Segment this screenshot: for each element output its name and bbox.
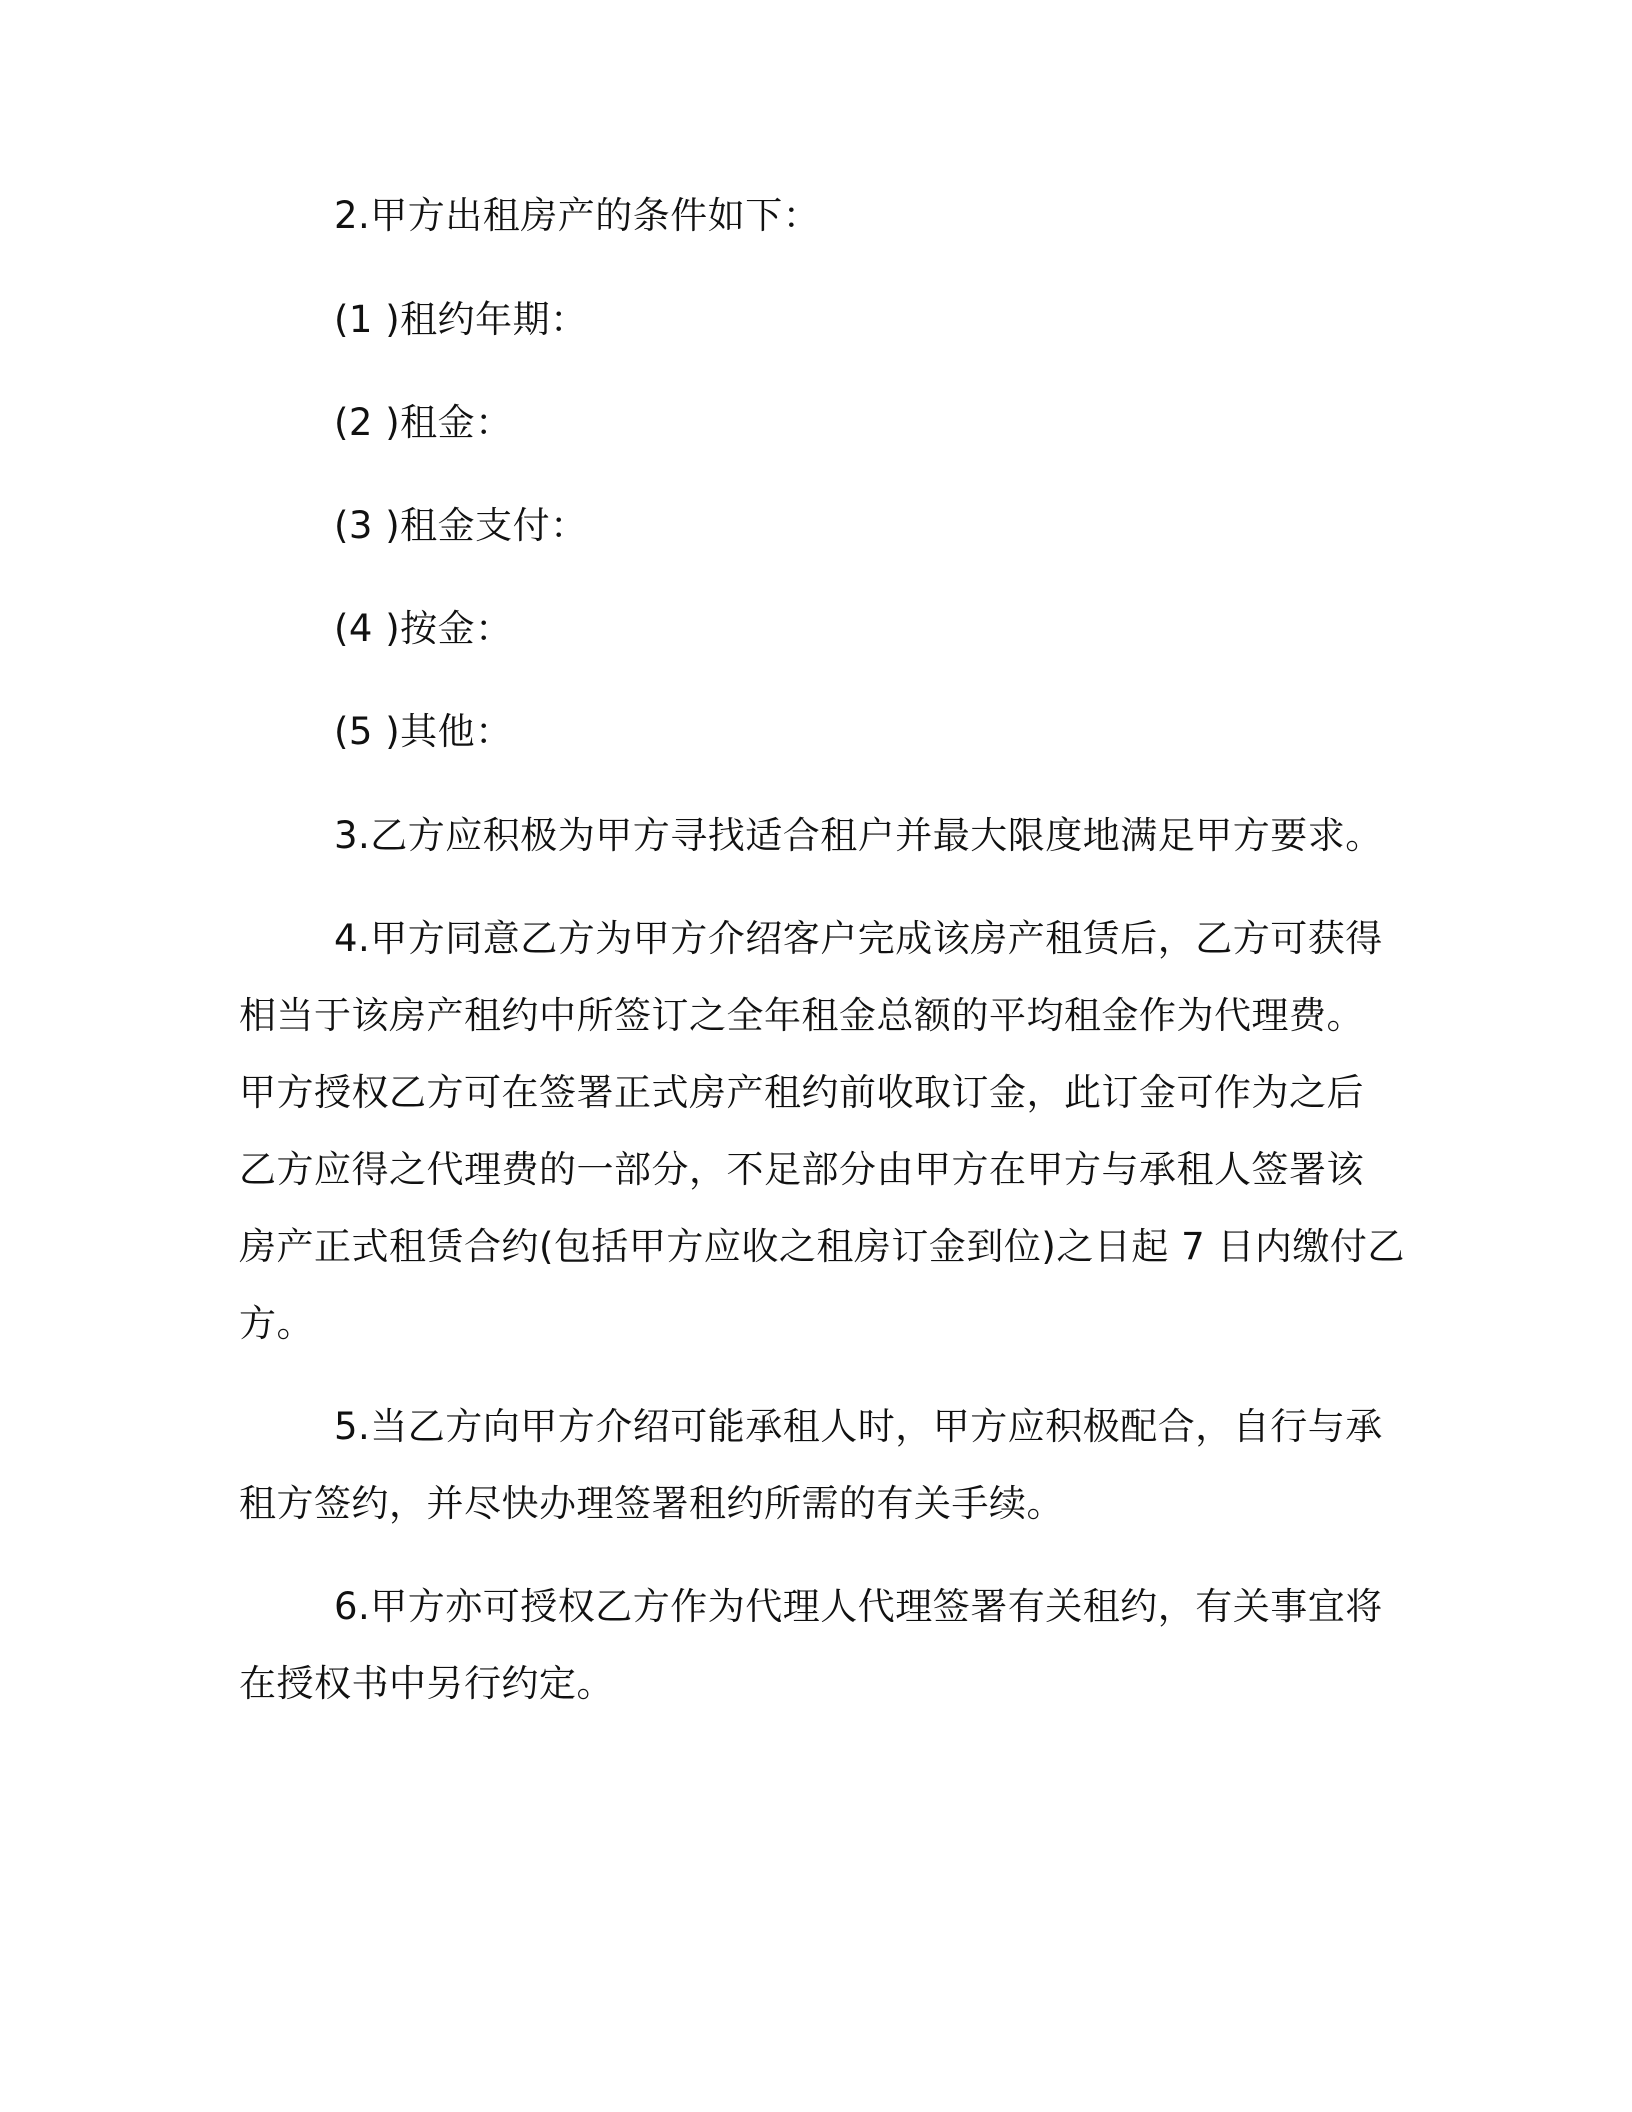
clause-6-line: 6.甲方亦可授权乙方作为代理人代理签署有关租约，有关事宜将 [334, 1585, 1383, 1628]
clause-4-line: 房产正式租赁合约(包括甲方应收之租房订金到位)之日起 7 日内缴付乙 [239, 1225, 1405, 1268]
term-rent-payment: (3 )租金支付： [334, 504, 588, 547]
clause-5-line: 租方签约，并尽快办理签署租约所需的有关手续。 [239, 1482, 1064, 1525]
clause-6-line: 在授权书中另行约定。 [239, 1662, 614, 1705]
clause-4-line: 甲方授权乙方可在签署正式房产租约前收取订金，此订金可作为之后 [239, 1071, 1364, 1114]
clause-5-line: 5.当乙方向甲方介绍可能承租人时，甲方应积极配合，自行与承 [334, 1405, 1383, 1448]
clause-4-line: 相当于该房产租约中所签订之全年租金总额的平均租金作为代理费。 [239, 994, 1364, 1037]
term-other: (5 )其他： [334, 710, 513, 753]
clause-4-line: 乙方应得之代理费的一部分，不足部分由甲方在甲方与承租人签署该 [239, 1148, 1364, 1191]
clause-3: 3.乙方应积极为甲方寻找适合租户并最大限度地满足甲方要求。 [334, 814, 1383, 857]
term-rent: (2 )租金： [334, 401, 513, 444]
clause-2-heading: 2.甲方出租房产的条件如下： [334, 194, 821, 237]
term-lease-period: (1 )租约年期： [334, 298, 588, 341]
clause-4-line: 4.甲方同意乙方为甲方介绍客户完成该房产租赁后，乙方可获得 [334, 917, 1383, 960]
clause-4-line: 方。 [239, 1302, 314, 1345]
term-deposit: (4 )按金： [334, 607, 513, 650]
